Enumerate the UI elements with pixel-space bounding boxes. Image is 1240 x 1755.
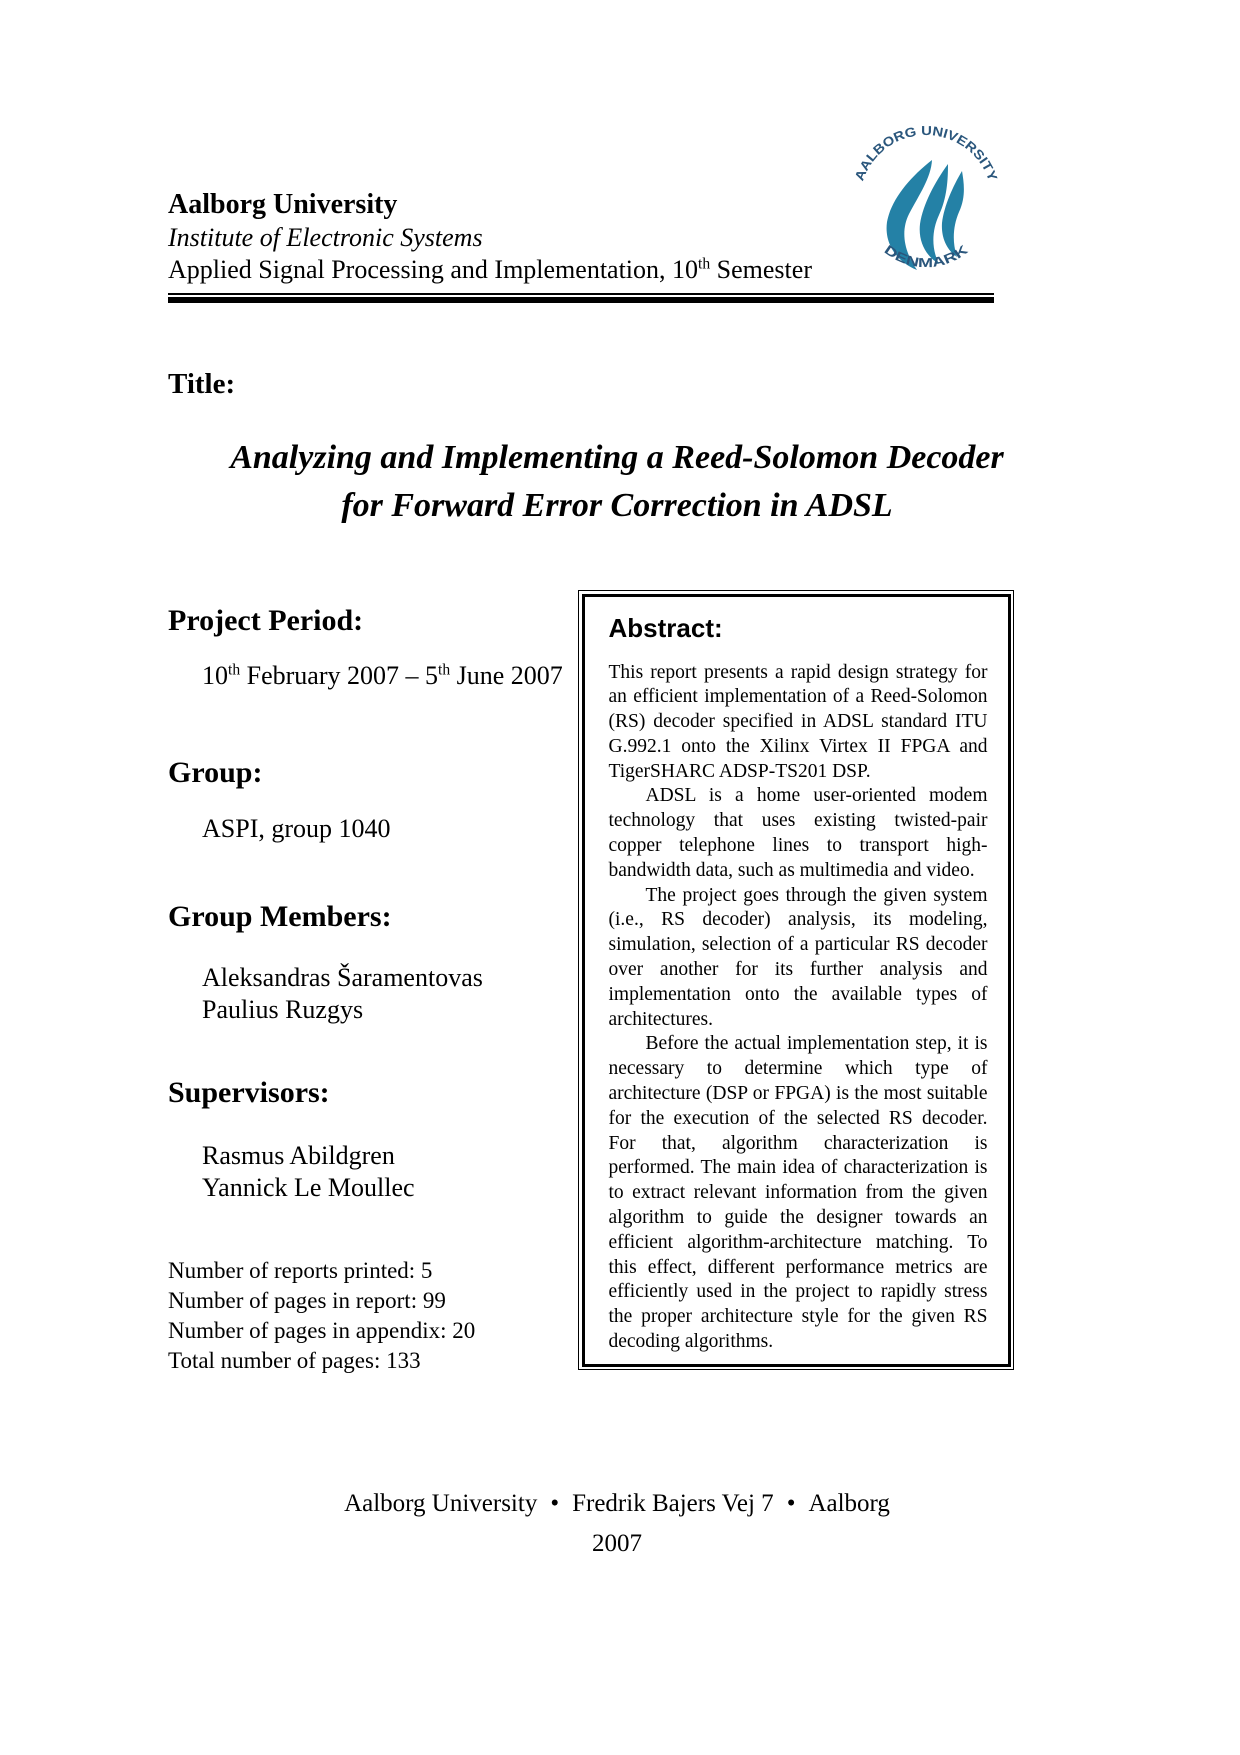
bullet-separator: •	[550, 1490, 560, 1517]
header-rule-thick-line	[168, 297, 994, 303]
report-title-line1: Analyzing and Implementing a Reed-Solomon Decoder	[230, 439, 1004, 476]
logo-arc-bottom-text: DENMARK	[881, 241, 968, 271]
member-name: Aleksandras Šaramentovas	[202, 963, 483, 992]
footer-address	[168, 1490, 1066, 1518]
group-value: ASPI, group 1040	[202, 814, 391, 843]
programme-text: Applied Signal Processing and Implementation, 10	[168, 255, 699, 284]
bullet-separator: •	[786, 1490, 796, 1517]
logo-arc-top-text: AALBORG UNIVERSITY	[851, 123, 1001, 183]
title-label: Title:	[168, 368, 236, 400]
section-heading-project-period: Project Period:	[168, 604, 364, 637]
supervisor-name: Yannick Le Moullec	[202, 1173, 415, 1202]
project-period-value	[202, 661, 563, 691]
aau-logo-svg	[843, 118, 1009, 284]
member-name: Paulius Ruzgys	[202, 995, 364, 1024]
supervisors-list	[202, 1140, 415, 1204]
period-text: February 2007 – 5	[240, 661, 438, 690]
programme-superscript: th	[698, 255, 711, 273]
period-superscript: th	[438, 661, 451, 679]
section-heading-group: Group:	[168, 756, 263, 789]
supervisor-name: Rasmus Abildgren	[202, 1141, 395, 1170]
count-line: Number of pages in report: 99	[168, 1288, 446, 1313]
section-heading-group-members: Group Members:	[168, 900, 392, 933]
period-text: June 2007	[450, 661, 563, 690]
university-name: Aalborg University	[168, 189, 398, 220]
programme-text-suffix: Semester	[710, 255, 812, 284]
abstract-paragraph: Before the actual implementation step, it is necessary to determine which type of architecture (DSP or FPGA) is the most suitable for the execution of the selected RS decoder. For that, algorithm characterization is performed. The main idea of characterization is to extract relevant information from the given algorithm to guide the designer towards an efficient algorithm-architecture matching. To this effect, different performance metrics are efficiently used in the project to rapidly stress the proper architecture style for the given RS decoding algorithms.	[608, 1033, 988, 1353]
footer-year: 2007	[592, 1530, 642, 1557]
section-heading-supervisors: Supervisors:	[168, 1076, 330, 1109]
aau-logo	[843, 118, 1009, 284]
header-rule-thin-line	[168, 293, 994, 295]
header-rule	[168, 293, 994, 303]
abstract-box-inner	[582, 594, 1011, 1367]
abstract-heading: Abstract:	[608, 612, 723, 643]
period-superscript: th	[228, 661, 241, 679]
report-title-line2: for Forward Error Correction in ADSL	[341, 487, 893, 524]
institute-name: Institute of Electronic Systems	[168, 223, 483, 252]
abstract-body	[609, 661, 988, 1355]
abstract-paragraph: This report presents a rapid design strategy for an efficient implementation of a Reed-Solomon (RS) decoder specified in ADSL standard ITU G.992.1 onto the Xilinx Virtex II FPGA and TigerSHARC ADSP-TS201 DSP.	[608, 661, 988, 782]
report-title	[168, 434, 1066, 530]
period-text: 10	[202, 661, 228, 690]
group-members-list	[202, 962, 483, 1026]
abstract-paragraph: The project goes through the given system (i.e., RS decoder) analysis, its modeling, simulation, selection of a particular RS decoder over another for its further analysis and implementation onto the available types of architectures.	[608, 884, 988, 1030]
abstract-paragraph: ADSL is a home user-oriented modem technology that uses existing twisted-pair copper telephone lines to transport high-bandwidth data, such as multimedia and video.	[608, 785, 988, 881]
count-line: Total number of pages: 133	[168, 1348, 421, 1373]
header-block	[168, 188, 828, 286]
footer-address-part: Aalborg	[808, 1490, 890, 1517]
footer-address-part: Aalborg University	[344, 1490, 538, 1517]
report-counts	[168, 1256, 475, 1376]
count-line: Number of pages in appendix: 20	[168, 1318, 476, 1343]
footer-address-part: Fredrik Bajers Vej 7	[572, 1490, 774, 1517]
count-line: Number of reports printed: 5	[168, 1258, 433, 1283]
abstract-box	[578, 590, 1014, 1370]
programme-name	[168, 254, 828, 286]
